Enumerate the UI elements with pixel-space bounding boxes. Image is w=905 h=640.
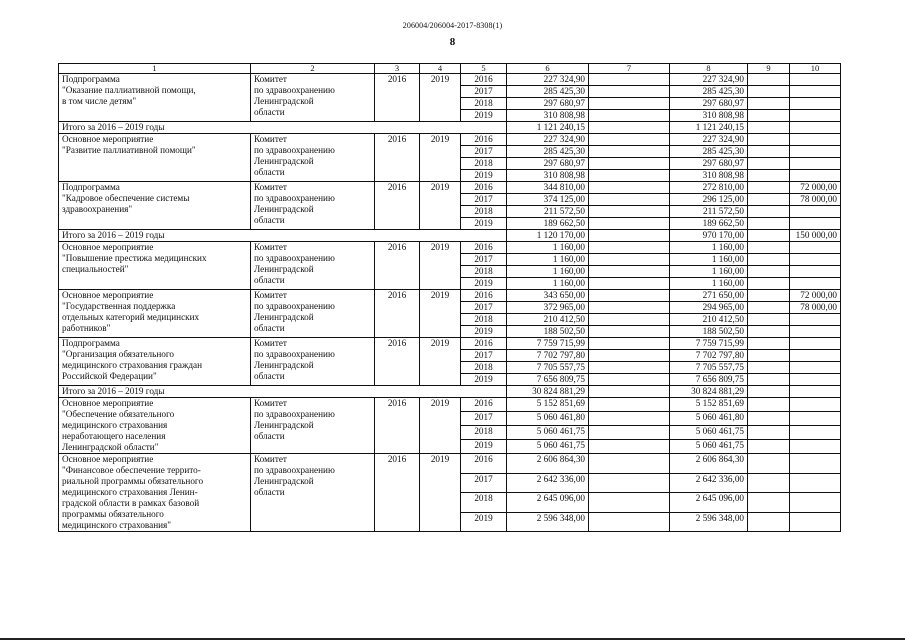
year-cell: 2019 xyxy=(461,170,507,182)
total-c7-cell xyxy=(589,230,670,242)
year-cell: 2016 xyxy=(461,134,507,146)
end-year-cell: 2019 xyxy=(420,398,461,454)
regional-amount-cell: 188 502,50 xyxy=(670,326,748,338)
other-amount-cell xyxy=(790,74,841,86)
year-cell: 2017 xyxy=(461,146,507,158)
other-amount-cell xyxy=(790,158,841,170)
end-year-cell: 2019 xyxy=(420,290,461,338)
total-c6-cell: 1 120 170,00 xyxy=(507,230,589,242)
regional-amount-cell: 2 606 864,30 xyxy=(670,454,748,474)
total-c7-cell xyxy=(589,122,670,134)
regional-amount-cell: 7 702 797,80 xyxy=(670,350,748,362)
local-amount-cell xyxy=(748,454,790,474)
regional-amount-cell: 297 680,97 xyxy=(670,98,748,110)
federal-amount-cell xyxy=(589,254,670,266)
total-amount-cell: 188 502,50 xyxy=(507,326,589,338)
other-amount-cell: 72 000,00 xyxy=(790,182,841,194)
total-c8-cell: 970 170,00 xyxy=(670,230,748,242)
federal-amount-cell xyxy=(589,326,670,338)
total-amount-cell: 344 810,00 xyxy=(507,182,589,194)
local-amount-cell xyxy=(748,134,790,146)
federal-amount-cell xyxy=(589,158,670,170)
other-amount-cell xyxy=(790,110,841,122)
other-amount-cell xyxy=(790,473,841,493)
local-amount-cell xyxy=(748,493,790,513)
regional-amount-cell: 2 645 096,00 xyxy=(670,493,748,513)
total-amount-cell: 211 572,50 xyxy=(507,206,589,218)
year-cell: 2017 xyxy=(461,254,507,266)
other-amount-cell xyxy=(790,134,841,146)
year-cell: 2018 xyxy=(461,266,507,278)
regional-amount-cell: 294 965,00 xyxy=(670,302,748,314)
program-name-cell: Подпрограмма "Оказание паллиативной помощи, в том числе детям" xyxy=(59,74,251,122)
regional-amount-cell: 5 060 461,75 xyxy=(670,426,748,440)
regional-amount-cell: 227 324,90 xyxy=(670,74,748,86)
year-cell: 2017 xyxy=(461,412,507,426)
executor-cell: Комитет по здравоохранению Ленинградской области xyxy=(251,338,375,386)
federal-amount-cell xyxy=(589,86,670,98)
other-amount-cell xyxy=(790,374,841,386)
federal-amount-cell xyxy=(589,278,670,290)
other-amount-cell xyxy=(790,426,841,440)
local-amount-cell xyxy=(748,194,790,206)
regional-amount-cell: 5 060 461,80 xyxy=(670,412,748,426)
total-c10-cell: 150 000,00 xyxy=(790,230,841,242)
other-amount-cell xyxy=(790,86,841,98)
year-cell: 2017 xyxy=(461,302,507,314)
year-cell: 2016 xyxy=(461,74,507,86)
start-year-cell: 2016 xyxy=(375,182,420,230)
total-c9-cell xyxy=(748,122,790,134)
regional-amount-cell: 227 324,90 xyxy=(670,134,748,146)
table-row xyxy=(59,74,841,86)
local-amount-cell xyxy=(748,314,790,326)
year-cell: 2016 xyxy=(461,182,507,194)
regional-amount-cell: 285 425,30 xyxy=(670,146,748,158)
program-name-cell: Подпрограмма "Кадровое обеспечение системы здравоохранения" xyxy=(59,182,251,230)
local-amount-cell xyxy=(748,290,790,302)
column-number-row xyxy=(59,64,841,74)
column-number: 2 xyxy=(251,64,375,74)
federal-amount-cell xyxy=(589,454,670,474)
total-amount-cell: 310 808,98 xyxy=(507,110,589,122)
other-amount-cell xyxy=(790,326,841,338)
column-number: 8 xyxy=(670,64,748,74)
local-amount-cell xyxy=(748,266,790,278)
other-amount-cell xyxy=(790,266,841,278)
federal-amount-cell xyxy=(589,134,670,146)
federal-amount-cell xyxy=(589,266,670,278)
local-amount-cell xyxy=(748,98,790,110)
federal-amount-cell xyxy=(589,338,670,350)
other-amount-cell xyxy=(790,254,841,266)
total-amount-cell: 189 662,50 xyxy=(507,218,589,230)
regional-amount-cell: 211 572,50 xyxy=(670,206,748,218)
other-amount-cell: 78 000,00 xyxy=(790,302,841,314)
other-amount-cell: 78 000,00 xyxy=(790,194,841,206)
year-cell: 2019 xyxy=(461,110,507,122)
column-number: 6 xyxy=(507,64,589,74)
start-year-cell: 2016 xyxy=(375,398,420,454)
regional-amount-cell: 1 160,00 xyxy=(670,278,748,290)
regional-amount-cell: 1 160,00 xyxy=(670,254,748,266)
total-label: Итого за 2016 – 2019 годы xyxy=(59,122,507,134)
total-row xyxy=(59,122,841,134)
total-c6-cell: 1 121 240,15 xyxy=(507,122,589,134)
year-cell: 2017 xyxy=(461,194,507,206)
federal-amount-cell xyxy=(589,74,670,86)
table-row xyxy=(59,454,841,474)
program-name-cell: Основное мероприятие "Финансовое обеспечение террито- риальной программы обязательного медицинского страхования Ленин- градской области в рамках базовой программы обязательного медицинского страхования" xyxy=(59,454,251,532)
total-label: Итого за 2016 – 2019 годы xyxy=(59,386,507,398)
total-label: Итого за 2016 – 2019 годы xyxy=(59,230,507,242)
executor-cell: Комитет по здравоохранению Ленинградской области xyxy=(251,182,375,230)
federal-amount-cell xyxy=(589,302,670,314)
year-cell: 2019 xyxy=(461,278,507,290)
column-number: 4 xyxy=(420,64,461,74)
total-amount-cell: 297 680,97 xyxy=(507,98,589,110)
local-amount-cell xyxy=(748,512,790,532)
local-amount-cell xyxy=(748,110,790,122)
other-amount-cell xyxy=(790,440,841,454)
other-amount-cell xyxy=(790,493,841,513)
federal-amount-cell xyxy=(589,206,670,218)
federal-amount-cell xyxy=(589,398,670,412)
other-amount-cell xyxy=(790,398,841,412)
total-row xyxy=(59,386,841,398)
column-number: 9 xyxy=(748,64,790,74)
table-row xyxy=(59,398,841,412)
federal-amount-cell xyxy=(589,110,670,122)
total-amount-cell: 5 060 461,75 xyxy=(507,440,589,454)
executor-cell: Комитет по здравоохранению Ленинградской области xyxy=(251,454,375,532)
total-amount-cell: 372 965,00 xyxy=(507,302,589,314)
executor-cell: Комитет по здравоохранению Ленинградской области xyxy=(251,290,375,338)
year-cell: 2019 xyxy=(461,374,507,386)
federal-amount-cell xyxy=(589,194,670,206)
table-row xyxy=(59,242,841,254)
federal-amount-cell xyxy=(589,290,670,302)
other-amount-cell xyxy=(790,98,841,110)
executor-cell: Комитет по здравоохранению Ленинградской области xyxy=(251,74,375,122)
federal-amount-cell xyxy=(589,218,670,230)
local-amount-cell xyxy=(748,146,790,158)
year-cell: 2016 xyxy=(461,454,507,474)
local-amount-cell xyxy=(748,86,790,98)
local-amount-cell xyxy=(748,473,790,493)
regional-amount-cell: 7 759 715,99 xyxy=(670,338,748,350)
column-number: 3 xyxy=(375,64,420,74)
local-amount-cell xyxy=(748,338,790,350)
executor-cell: Комитет по здравоохранению Ленинградской области xyxy=(251,398,375,454)
other-amount-cell xyxy=(790,338,841,350)
total-c10-cell xyxy=(790,122,841,134)
total-amount-cell: 227 324,90 xyxy=(507,74,589,86)
total-amount-cell: 7 656 809,75 xyxy=(507,374,589,386)
regional-amount-cell: 296 125,00 xyxy=(670,194,748,206)
year-cell: 2019 xyxy=(461,440,507,454)
federal-amount-cell xyxy=(589,146,670,158)
column-number: 7 xyxy=(589,64,670,74)
total-amount-cell: 1 160,00 xyxy=(507,278,589,290)
local-amount-cell xyxy=(748,350,790,362)
regional-amount-cell: 272 810,00 xyxy=(670,182,748,194)
total-amount-cell: 1 160,00 xyxy=(507,254,589,266)
total-amount-cell: 7 705 557,75 xyxy=(507,362,589,374)
year-cell: 2019 xyxy=(461,512,507,532)
end-year-cell: 2019 xyxy=(420,454,461,532)
total-amount-cell: 2 606 864,30 xyxy=(507,454,589,474)
local-amount-cell xyxy=(748,412,790,426)
federal-amount-cell xyxy=(589,362,670,374)
regional-amount-cell: 1 160,00 xyxy=(670,266,748,278)
total-amount-cell: 285 425,30 xyxy=(507,146,589,158)
total-amount-cell: 310 808,98 xyxy=(507,170,589,182)
table-body xyxy=(59,74,841,532)
regional-amount-cell: 5 060 461,75 xyxy=(670,440,748,454)
local-amount-cell xyxy=(748,302,790,314)
executor-cell: Комитет по здравоохранению Ленинградской области xyxy=(251,134,375,182)
year-cell: 2016 xyxy=(461,398,507,412)
start-year-cell: 2016 xyxy=(375,74,420,122)
total-amount-cell: 2 596 348,00 xyxy=(507,512,589,532)
regional-amount-cell: 2 642 336,00 xyxy=(670,473,748,493)
local-amount-cell xyxy=(748,242,790,254)
other-amount-cell xyxy=(790,362,841,374)
local-amount-cell xyxy=(748,362,790,374)
start-year-cell: 2016 xyxy=(375,134,420,182)
total-amount-cell: 1 160,00 xyxy=(507,266,589,278)
federal-amount-cell xyxy=(589,426,670,440)
federal-amount-cell xyxy=(589,412,670,426)
federal-amount-cell xyxy=(589,512,670,532)
column-number: 5 xyxy=(461,64,507,74)
year-cell: 2016 xyxy=(461,338,507,350)
local-amount-cell xyxy=(748,182,790,194)
total-c10-cell xyxy=(790,386,841,398)
total-amount-cell: 343 650,00 xyxy=(507,290,589,302)
local-amount-cell xyxy=(748,206,790,218)
other-amount-cell xyxy=(790,454,841,474)
total-c8-cell: 1 121 240,15 xyxy=(670,122,748,134)
end-year-cell: 2019 xyxy=(420,134,461,182)
total-c8-cell: 30 824 881,29 xyxy=(670,386,748,398)
total-c6-cell: 30 824 881,29 xyxy=(507,386,589,398)
regional-amount-cell: 2 596 348,00 xyxy=(670,512,748,532)
total-amount-cell: 7 702 797,80 xyxy=(507,350,589,362)
other-amount-cell xyxy=(790,412,841,426)
start-year-cell: 2016 xyxy=(375,338,420,386)
year-cell: 2018 xyxy=(461,493,507,513)
year-cell: 2018 xyxy=(461,158,507,170)
regional-amount-cell: 297 680,97 xyxy=(670,158,748,170)
federal-amount-cell xyxy=(589,182,670,194)
federal-amount-cell xyxy=(589,98,670,110)
start-year-cell: 2016 xyxy=(375,290,420,338)
local-amount-cell xyxy=(748,374,790,386)
local-amount-cell xyxy=(748,398,790,412)
other-amount-cell xyxy=(790,146,841,158)
year-cell: 2018 xyxy=(461,98,507,110)
column-number: 1 xyxy=(59,64,251,74)
local-amount-cell xyxy=(748,426,790,440)
program-name-cell: Основное мероприятие "Повышение престижа медицинских специальностей" xyxy=(59,242,251,290)
year-cell: 2016 xyxy=(461,242,507,254)
local-amount-cell xyxy=(748,170,790,182)
regional-amount-cell: 5 152 851,69 xyxy=(670,398,748,412)
total-amount-cell: 2 642 336,00 xyxy=(507,473,589,493)
end-year-cell: 2019 xyxy=(420,74,461,122)
federal-amount-cell xyxy=(589,314,670,326)
total-amount-cell: 5 060 461,80 xyxy=(507,412,589,426)
other-amount-cell: 72 000,00 xyxy=(790,290,841,302)
column-number: 10 xyxy=(790,64,841,74)
table-row xyxy=(59,290,841,302)
table-row xyxy=(59,182,841,194)
other-amount-cell xyxy=(790,350,841,362)
year-cell: 2019 xyxy=(461,218,507,230)
regional-amount-cell: 310 808,98 xyxy=(670,110,748,122)
end-year-cell: 2019 xyxy=(420,338,461,386)
total-amount-cell: 5 152 851,69 xyxy=(507,398,589,412)
total-amount-cell: 210 412,50 xyxy=(507,314,589,326)
end-year-cell: 2019 xyxy=(420,242,461,290)
total-amount-cell: 227 324,90 xyxy=(507,134,589,146)
local-amount-cell xyxy=(748,218,790,230)
total-c9-cell xyxy=(748,230,790,242)
end-year-cell: 2019 xyxy=(420,182,461,230)
regional-amount-cell: 210 412,50 xyxy=(670,314,748,326)
local-amount-cell xyxy=(748,326,790,338)
total-amount-cell: 1 160,00 xyxy=(507,242,589,254)
other-amount-cell xyxy=(790,278,841,290)
document-id: 206004/206004-2017-8308(1) xyxy=(402,21,503,30)
total-amount-cell: 374 125,00 xyxy=(507,194,589,206)
local-amount-cell xyxy=(748,158,790,170)
total-amount-cell: 297 680,97 xyxy=(507,158,589,170)
federal-amount-cell xyxy=(589,374,670,386)
regional-amount-cell: 310 808,98 xyxy=(670,170,748,182)
other-amount-cell xyxy=(790,242,841,254)
other-amount-cell xyxy=(790,170,841,182)
program-name-cell: Основное мероприятие "Обеспечение обязательного медицинского страхования неработающего населения Ленинградской области" xyxy=(59,398,251,454)
total-amount-cell: 285 425,30 xyxy=(507,86,589,98)
total-amount-cell: 7 759 715,99 xyxy=(507,338,589,350)
other-amount-cell xyxy=(790,314,841,326)
local-amount-cell xyxy=(748,74,790,86)
program-name-cell: Подпрограмма "Организация обязательного медицинского страхования граждан Российской Федерации" xyxy=(59,338,251,386)
table-row xyxy=(59,338,841,350)
year-cell: 2018 xyxy=(461,206,507,218)
federal-amount-cell xyxy=(589,170,670,182)
federal-amount-cell xyxy=(589,493,670,513)
federal-amount-cell xyxy=(589,440,670,454)
budget-table xyxy=(58,63,841,532)
local-amount-cell xyxy=(748,254,790,266)
regional-amount-cell: 7 656 809,75 xyxy=(670,374,748,386)
other-amount-cell xyxy=(790,218,841,230)
total-c7-cell xyxy=(589,386,670,398)
regional-amount-cell: 7 705 557,75 xyxy=(670,362,748,374)
local-amount-cell xyxy=(748,440,790,454)
year-cell: 2018 xyxy=(461,362,507,374)
program-name-cell: Основное мероприятие "Развитие паллиативной помощи" xyxy=(59,134,251,182)
year-cell: 2017 xyxy=(461,350,507,362)
start-year-cell: 2016 xyxy=(375,454,420,532)
regional-amount-cell: 1 160,00 xyxy=(670,242,748,254)
year-cell: 2018 xyxy=(461,426,507,440)
federal-amount-cell xyxy=(589,242,670,254)
table-row xyxy=(59,134,841,146)
program-name-cell: Основное мероприятие "Государственная поддержка отдельных категорий медицинских работников" xyxy=(59,290,251,338)
total-c9-cell xyxy=(748,386,790,398)
year-cell: 2018 xyxy=(461,314,507,326)
total-amount-cell: 5 060 461,75 xyxy=(507,426,589,440)
start-year-cell: 2016 xyxy=(375,242,420,290)
regional-amount-cell: 285 425,30 xyxy=(670,86,748,98)
other-amount-cell xyxy=(790,206,841,218)
other-amount-cell xyxy=(790,512,841,532)
year-cell: 2017 xyxy=(461,86,507,98)
year-cell: 2019 xyxy=(461,326,507,338)
total-row xyxy=(59,230,841,242)
regional-amount-cell: 189 662,50 xyxy=(670,218,748,230)
federal-amount-cell xyxy=(589,473,670,493)
regional-amount-cell: 271 650,00 xyxy=(670,290,748,302)
total-amount-cell: 2 645 096,00 xyxy=(507,493,589,513)
executor-cell: Комитет по здравоохранению Ленинградской области xyxy=(251,242,375,290)
local-amount-cell xyxy=(748,278,790,290)
federal-amount-cell xyxy=(589,350,670,362)
year-cell: 2016 xyxy=(461,290,507,302)
year-cell: 2017 xyxy=(461,473,507,493)
page-number: 8 xyxy=(449,36,456,48)
